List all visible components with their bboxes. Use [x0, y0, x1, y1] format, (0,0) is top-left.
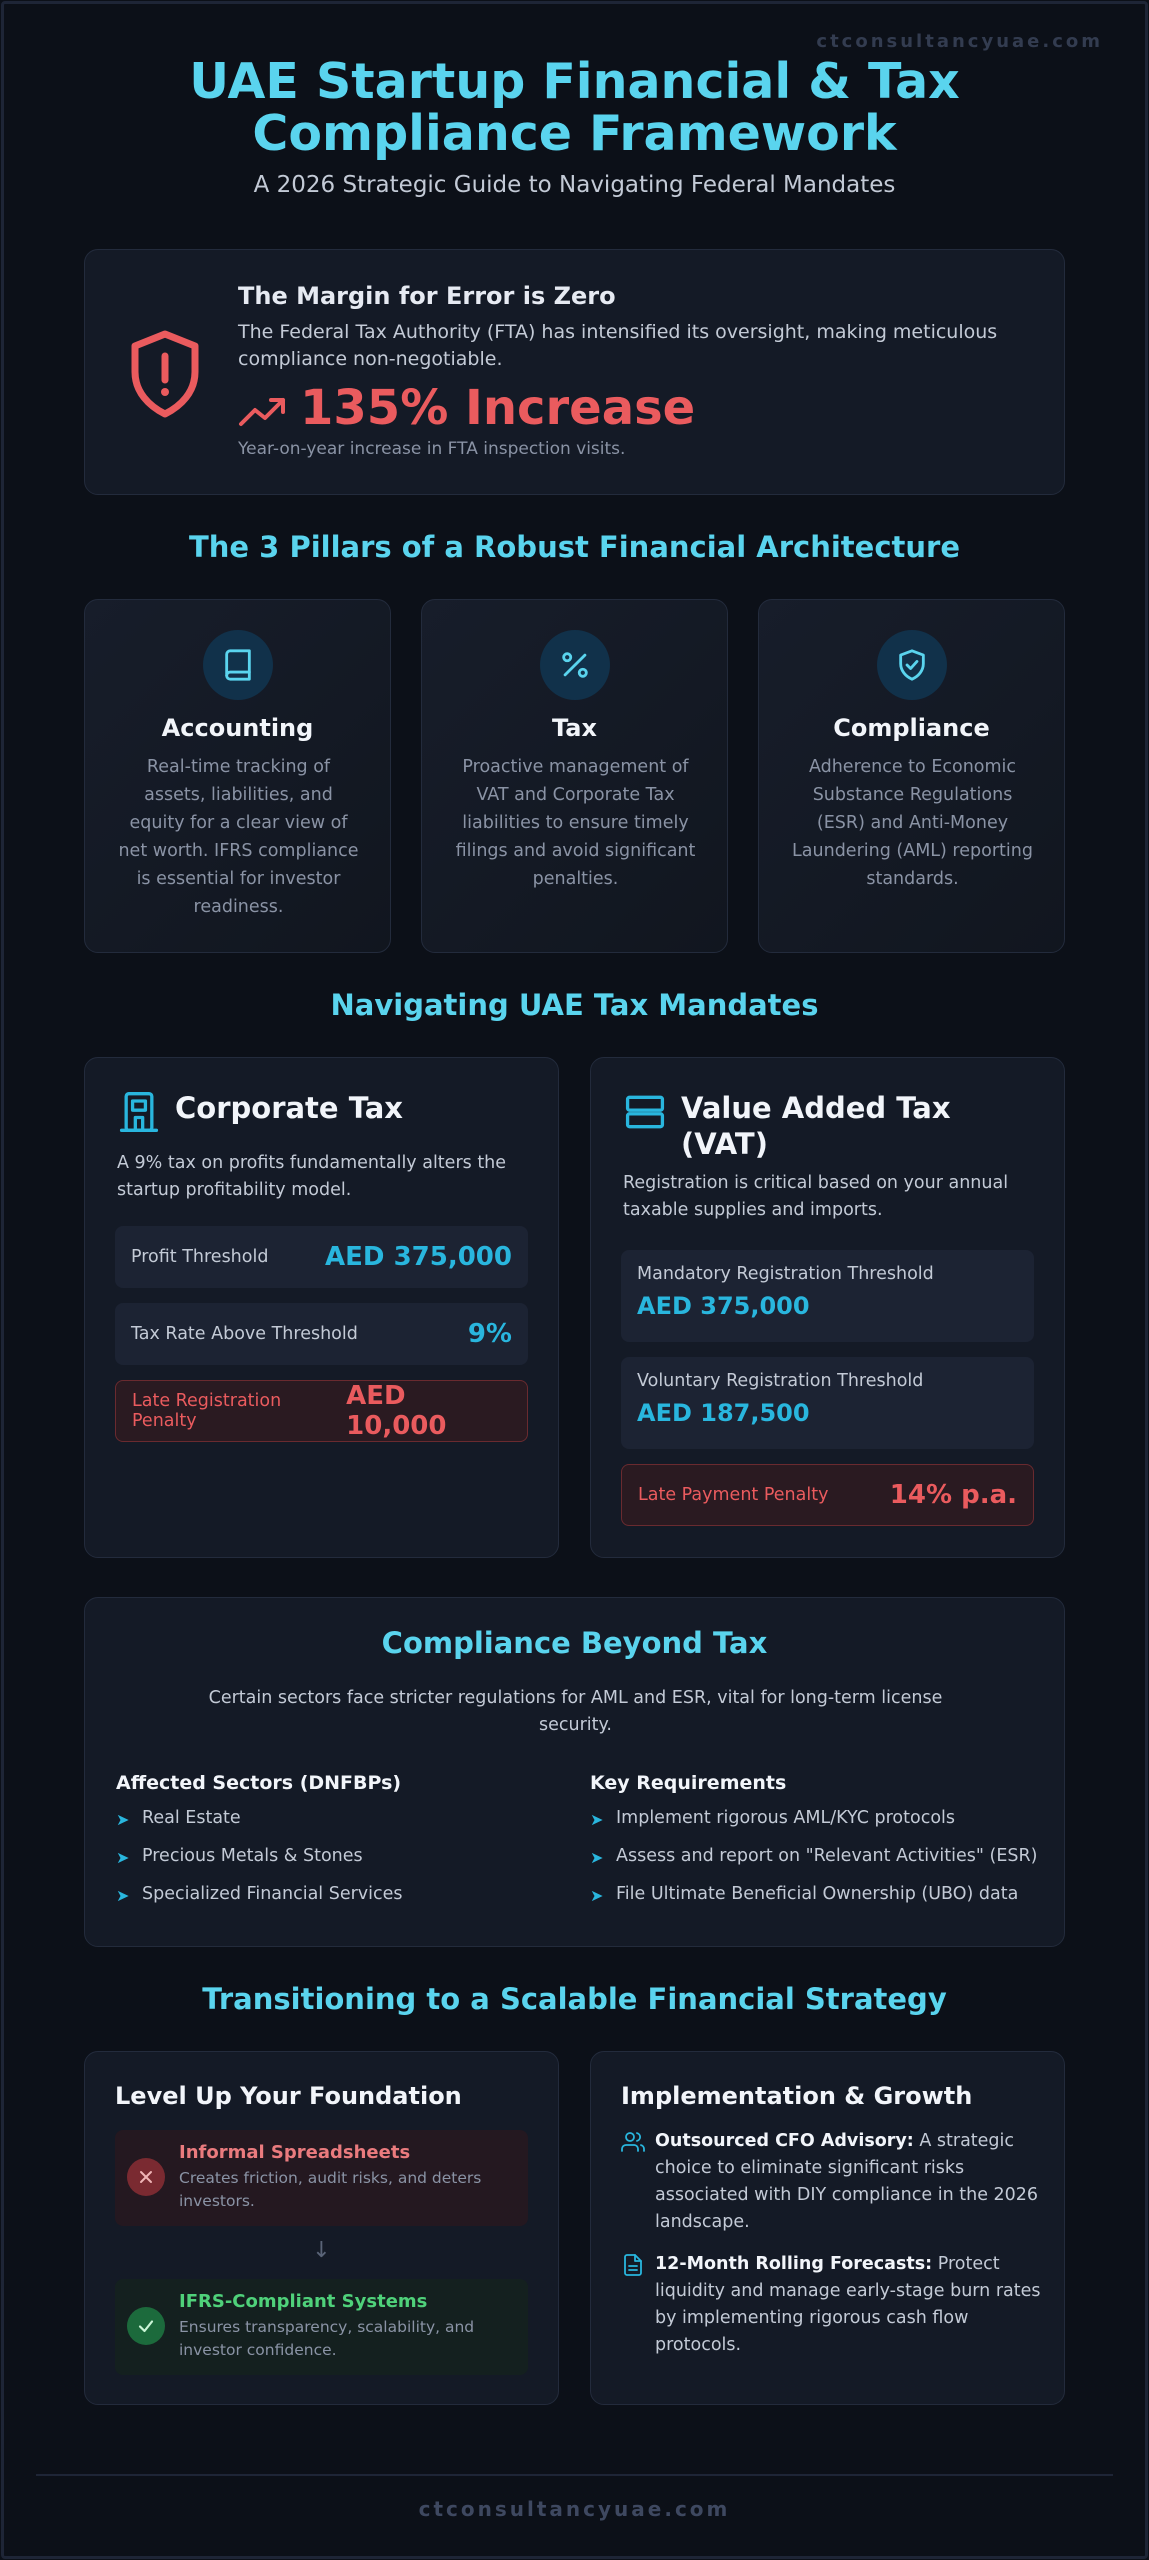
row-value: AED 375,000	[325, 1242, 512, 1272]
stack-value: AED 375,000	[637, 1292, 810, 1320]
row-label: Profit Threshold	[131, 1247, 269, 1267]
requirements-list	[590, 1808, 1037, 1922]
foundation-title: Level Up Your Foundation	[115, 2082, 462, 2110]
voluntary-threshold-box	[621, 1357, 1034, 1449]
arrow-icon: ➤	[116, 1848, 130, 1867]
book-icon	[221, 648, 255, 682]
users-icon	[621, 2130, 645, 2154]
list-item: ➤ Real Estate	[116, 1808, 241, 1829]
row-label: Late Registration Penalty	[132, 1391, 282, 1431]
list-item: ➤ Precious Metals & Stones	[116, 1846, 363, 1867]
page-title: UAE Startup Financial & Tax Compliance Framework	[189, 53, 960, 162]
state-text: Ensures transparency, scalability, and investor confidence.	[179, 2318, 475, 2359]
arrow-icon: ➤	[590, 1886, 604, 1905]
pillar-text: Real-time tracking of assets, liabilities, and equity for a clear view of net worth. IFRS compliance is essential for investor readiness.	[118, 757, 359, 917]
close-icon	[127, 2158, 165, 2196]
check-icon	[127, 2307, 165, 2345]
list-item: ➤ File Ultimate Beneficial Ownership (UBO) data	[590, 1884, 1019, 1905]
arrow-icon: ➤	[590, 1810, 604, 1829]
foundation-card	[84, 2051, 559, 2405]
footer-divider	[36, 2474, 1113, 2476]
vat-desc: Registration is critical based on your annual taxable supplies and imports.	[623, 1173, 1009, 1220]
alert-heading: The Margin for Error is Zero	[238, 282, 616, 310]
arrow-icon: ➤	[590, 1848, 604, 1867]
pillar-text: Proactive management of VAT and Corporate Tax liabilities to ensure timely filings and avoid significant penalties.	[455, 757, 696, 889]
state-title: IFRS-Compliant Systems	[179, 2291, 428, 2312]
vat-card	[590, 1057, 1065, 1558]
state-title: Informal Spreadsheets	[179, 2142, 411, 2163]
alert-caption: Year-on-year increase in FTA inspection visits.	[238, 439, 626, 459]
late-payment-penalty-row	[621, 1464, 1034, 1526]
compliance-beyond-card	[84, 1597, 1065, 1947]
percent-icon	[558, 648, 592, 682]
page-subtitle: A 2026 Strategic Guide to Navigating Federal Mandates	[253, 172, 896, 198]
stack-label: Voluntary Registration Threshold	[637, 1371, 924, 1391]
vat-title: Value Added Tax (VAT)	[681, 1091, 951, 1161]
impl-text: 12-Month Rolling Forecasts: Protect liquidity and manage early-stage burn rates by implementing rigorous cash flow protocols.	[655, 2254, 1041, 2355]
implementation-card	[590, 2051, 1065, 2405]
pillar-card-compliance	[758, 599, 1065, 953]
impl-text: Outsourced CFO Advisory: A strategic choice to eliminate significant risks associated with DIY compliance in the 2026 landscape.	[655, 2131, 1039, 2232]
impl-item-cfo	[621, 2128, 1041, 2236]
alert-card	[84, 249, 1065, 495]
row-value: 9%	[467, 1319, 512, 1349]
arrow-icon: ➤	[116, 1810, 130, 1829]
document-icon	[621, 2253, 645, 2277]
row-label: Late Payment Penalty	[638, 1485, 829, 1505]
stack-value: AED 187,500	[637, 1399, 810, 1427]
row-value: 14% p.a.	[889, 1480, 1017, 1510]
pillar-title: Tax	[552, 714, 597, 742]
impl-item-forecasts	[621, 2251, 1041, 2359]
state-text: Creates friction, audit risks, and deters investors.	[179, 2169, 482, 2210]
pillars-section-title: The 3 Pillars of a Robust Financial Architecture	[188, 530, 961, 564]
arrow-down-icon: ↓	[312, 2238, 331, 2263]
alert-stat: 135% Increase	[300, 380, 696, 436]
building-icon	[117, 1090, 161, 1134]
pillar-text: Adherence to Economic Substance Regulations (ESR) and Anti-Money Laundering (AML) reporting standards.	[792, 757, 1033, 889]
shield-alert-icon	[125, 328, 205, 420]
mandates-section-title: Navigating UAE Tax Mandates	[330, 988, 819, 1022]
corporate-tax-desc: A 9% tax on profits fundamentally alters the startup profitability model.	[117, 1153, 507, 1200]
pillar-title: Compliance	[833, 714, 990, 742]
beyond-text: Certain sectors face stricter regulations for AML and ESR, vital for long-term license security.	[208, 1688, 943, 1735]
trending-up-icon	[238, 392, 288, 428]
corporate-tax-card	[84, 1057, 559, 1558]
pillar-title: Accounting	[161, 714, 314, 742]
sectors-title: Affected Sectors (DNFBPs)	[116, 1772, 402, 1794]
server-icon	[623, 1090, 667, 1134]
watermark-top: ctconsultancyuae.com	[816, 31, 1103, 52]
row-label: Tax Rate Above Threshold	[131, 1324, 358, 1344]
strategy-section-title: Transitioning to a Scalable Financial Strategy	[202, 1982, 947, 2016]
sectors-list	[116, 1808, 403, 1922]
list-item: ➤ Implement rigorous AML/KYC protocols	[590, 1808, 956, 1829]
ifrs-systems-box	[115, 2279, 528, 2375]
beyond-title: Compliance Beyond Tax	[381, 1626, 768, 1660]
stack-label: Mandatory Registration Threshold	[637, 1264, 934, 1284]
shield-check-icon	[895, 648, 929, 682]
informal-spreadsheets-box	[115, 2130, 528, 2226]
corporate-tax-title: Corporate Tax	[175, 1091, 404, 1125]
implementation-title: Implementation & Growth	[621, 2082, 973, 2110]
footer-watermark: ctconsultancyuae.com	[418, 2497, 731, 2521]
profit-threshold-row	[115, 1226, 528, 1288]
row-value: AED 10,000	[346, 1381, 447, 1441]
pillar-card-tax	[421, 599, 728, 953]
late-registration-penalty-row	[115, 1380, 528, 1442]
pillar-card-accounting	[84, 599, 391, 953]
tax-rate-row	[115, 1303, 528, 1365]
arrow-icon: ➤	[116, 1886, 130, 1905]
list-item: ➤ Assess and report on "Relevant Activities" (ESR)	[590, 1846, 1038, 1867]
mandatory-threshold-box	[621, 1250, 1034, 1342]
list-item: ➤ Specialized Financial Services	[116, 1884, 403, 1905]
alert-text: The Federal Tax Authority (FTA) has intensified its oversight, making meticulous compliance non-negotiable.	[238, 321, 998, 370]
requirements-title: Key Requirements	[590, 1772, 787, 1794]
